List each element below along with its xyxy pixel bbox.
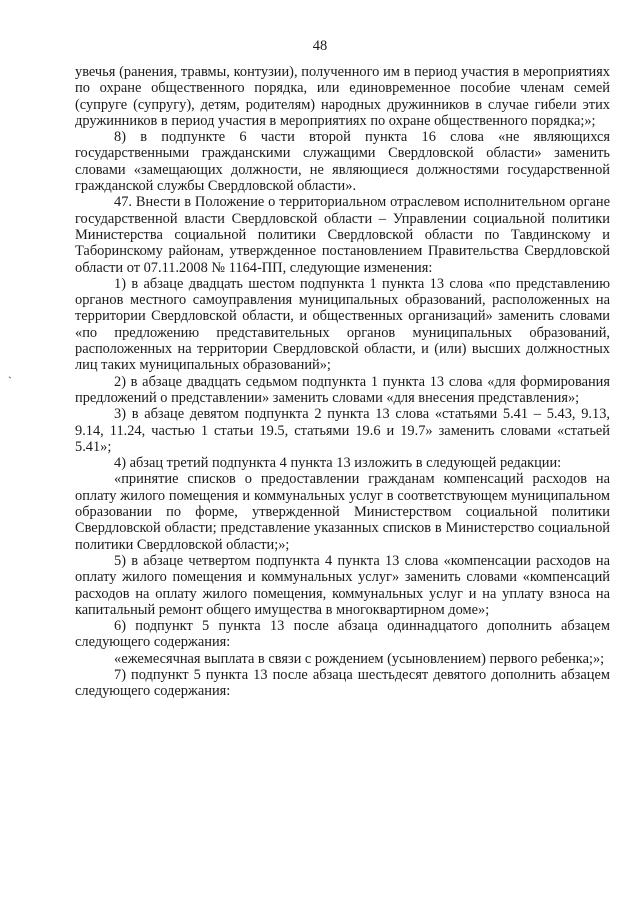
paragraph: 6) подпункт 5 пункта 13 после абзаца одиннадцатого дополнить абзацем следующего содержания: [75, 618, 610, 651]
paragraph: 3) в абзаце девятом подпункта 2 пункта 13 слова «статьями 5.41 – 5.43, 9.13, 9.14, 11.24, частью 1 статьи 19.5, статьями 19.6 и 19.7» заменить словами «статьей 5.41»; [75, 406, 610, 455]
page-number: 48 [312, 38, 328, 54]
paragraph: 7) подпункт 5 пункта 13 после абзаца шестьдесят девятого дополнить абзацем следующего содержания: [75, 666, 610, 700]
paragraph: 4) абзац третий подпункта 4 пункта 13 изложить в следующей редакции: [114, 455, 562, 472]
paragraph: 5) в абзаце четвертом подпункта 4 пункта 13 слова «компенсации расходов на оплату жилого помещения и коммунальных услуг» заменить словами «компенсаций расходов на оплату жилого помещения, коммунальных услуг и на уплату взноса на капитальный ремонт общего имущества в многоквартирном доме»; [75, 552, 610, 618]
paragraph: увечья (ранения, травмы, контузии), полученного им в период участия в мероприятиях по охране общественного порядка, или единовременное пособие членам семей (супруге (супругу), детям, родителям) народных дружинников в случае гибели этих дружинников в период участия в мероприятиях по охране общественного порядка;»; [75, 64, 610, 129]
paragraph: «принятие списков о предоставлении гражданам компенсаций расходов на оплату жилого помещения и коммунальных услуг в соответствующем муниципальном образовании по форме, утвержденной Министерством социальной политики Свердловской области; представление указанных списков в Министерство социальной политики Свердловской области;»; [75, 471, 610, 553]
paragraph: «ежемесячная выплата в связи с рождением (усыновлением) первого ребенка;»; [114, 650, 605, 667]
paragraph: 2) в абзаце двадцать седьмом подпункта 1 пункта 13 слова «для формирования предложений о представлении» заменить словами «для внесения представления»; [75, 373, 610, 406]
paragraph: 47. Внести в Положение о территориальном отраслевом исполнительном органе государственной власти Свердловской области – Управлении социальной политики Министерства социальной политики Свердловской области по Тавдинскому и Таборинскому районам, утвержденное постановлением Правительства Свердловской области от 07.11.2008 № 1164-ПП, следующие изменения: [75, 194, 610, 276]
document-body [75, 64, 610, 700]
paragraph: 1) в абзаце двадцать шестом подпункта 1 пункта 13 слова «по представлению органов местного самоуправления муниципальных образований, расположенных на территории Свердловской области, и общественных организаций» заменить словами «по предложению представительных органов муниципальных образований, расположенных на территории Свердловской области, и (или) высших должностных лиц таких муниципальных образований»; [75, 275, 610, 374]
margin-mark: ` [8, 374, 12, 388]
paragraph: 8) в подпункте 6 части второй пункта 16 слова «не являющихся государственными гражданскими служащими Свердловской области» заменить словами «замещающих должности, не являющиеся должностями государственной гражданской службы Свердловской области». [75, 129, 610, 195]
